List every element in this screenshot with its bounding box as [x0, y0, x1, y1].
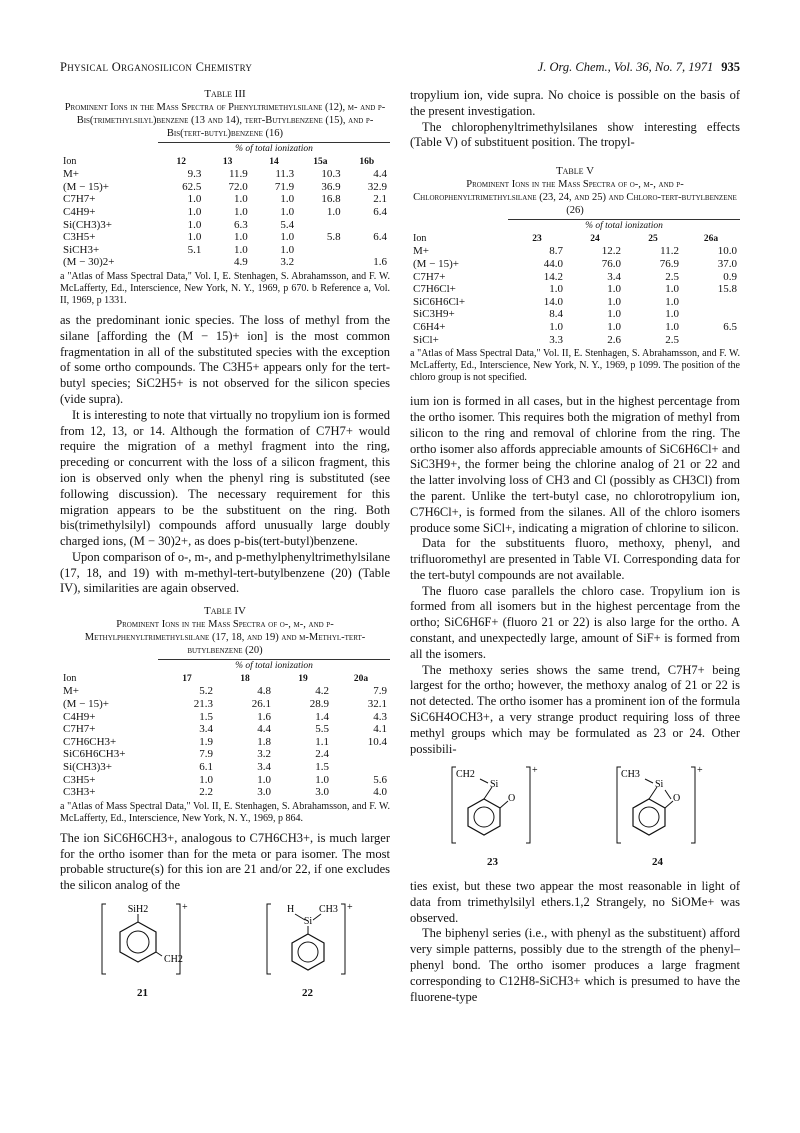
table-body [60, 685, 390, 798]
ion-cell: C7H7+ [63, 723, 96, 736]
value-cell: 1.0 [607, 295, 621, 308]
value-cell: 16.8 [321, 193, 341, 206]
table-title: Table III [204, 88, 246, 100]
value-cell: 1.6 [373, 256, 387, 269]
ion-cell: C7H6Cl+ [413, 283, 456, 296]
span-label: % of total ionization [158, 660, 390, 673]
charge-label: + [696, 765, 703, 777]
value-cell: 62.5 [182, 180, 202, 193]
table-footnote: a "Atlas of Mass Spectral Data," Vol. II, E. Stenhagen, S. Abrahamsson, and F. W. McLafferty, Ed., Interscience, New York, N. Y., 1969, p 1099. The position of the chloro group is not specified. [410, 348, 740, 384]
ion-header: Ion [413, 232, 427, 244]
paragraph: Data for the substituents fluoro, methoxy, phenyl, and trifluoromethyl are presented in Table VI. Corresponding data for the tert-butyl compounds are not available. [410, 536, 740, 582]
span-label: % of total ionization [158, 143, 390, 156]
paragraph: The methoxy series shows the same trend, C7H7+ being largest for the ortho; however, the methoxy analog of 21 or 22 is not detected. The ortho isomer has a prominent ion of the formula SiC6H4OCH3+, a very strange product requiring loss of three methyl groups which may be formulated as 23 or 24. Other possibili- [410, 662, 740, 756]
span-label: % of total ionization [508, 220, 740, 233]
table-row [410, 308, 740, 321]
table-row [60, 231, 390, 244]
charge-label: + [531, 765, 538, 777]
value-cell [158, 256, 204, 269]
ion-cell: (M − 15)+ [63, 698, 110, 711]
atom-label: O [672, 793, 680, 805]
table-row [60, 698, 390, 711]
table-row [60, 736, 390, 749]
value-cell: 2.1 [373, 193, 387, 206]
ion-cell: SiC6H6Cl+ [413, 295, 466, 308]
ion-cell: Si(CH3)3+ [63, 218, 112, 231]
value-cell: 11.3 [275, 168, 295, 181]
value-cell: 6.3 [234, 218, 248, 231]
table-caption: Prominent Ions in the Mass Spectra of o-, m-, and p-Methylphenyltrimethylsilane (17, 18, and 19) and m-Methyl-tert-butylbenzene (20) [84, 619, 366, 657]
atom-label: CH3 [318, 904, 338, 915]
value-cell: 6.4 [373, 205, 387, 218]
data-table [60, 142, 390, 269]
value-cell: 32.9 [367, 180, 387, 193]
value-cell: 1.1 [315, 735, 329, 748]
value-cell: 1.0 [199, 773, 213, 786]
value-cell: 1.6 [257, 710, 271, 723]
value-cell: 6.1 [199, 761, 213, 774]
value-cell: 3.4 [607, 270, 621, 283]
page-number: 935 [721, 60, 740, 74]
structure-number: 21 [137, 986, 148, 999]
table-row [60, 774, 390, 787]
column-header: 25 [648, 233, 658, 244]
structure-number: 22 [302, 986, 313, 999]
value-cell: 1.0 [187, 193, 202, 206]
value-cell: 1.0 [187, 218, 202, 231]
value-cell: 3.4 [257, 761, 271, 774]
value-cell: 3.0 [257, 786, 271, 799]
atom-label: Si [654, 779, 663, 791]
value-cell: 0.9 [723, 270, 737, 283]
structure-number: 24 [652, 856, 663, 869]
value-cell: 1.9 [199, 735, 213, 748]
paragraph: The fluoro case parallels the chloro case. Tropylium ion is formed from all isomers but in the highest percentage from the ortho; SiC6H6F+ (fluoro 21 or 22) is also large for the ortho. A constant, and unexpectedly large, amount of SiF+ is formed from all the isomers. [410, 583, 740, 661]
ion-cell: (M − 15)+ [63, 180, 110, 193]
value-cell: 3.3 [549, 333, 563, 346]
value-cell: 7.9 [199, 748, 213, 761]
value-cell: 3.2 [280, 256, 295, 269]
value-cell: 1.8 [257, 735, 271, 748]
value-cell [682, 296, 740, 309]
table-row [60, 193, 390, 206]
column-header: 17 [182, 673, 192, 684]
paragraph: It is interesting to note that virtually no tropylium ion is formed from 12, 13, or 14. Although the formation of C7H7+ would require the migration of a methyl fragment into the ring, preceding or concurrent with the loss of a silicon fragment, this ion is observed only when the phenyl ring is substituted (see following discussion). The necessary requirement for this migration appears to be the substituent on the ring. Both bis(trimethylsilyl) compounds afford unusually large doubly charged ions, (M − 30)2+, as does p-bis(tert-butyl)benzene. [60, 407, 390, 549]
value-cell: 15.8 [717, 283, 737, 296]
journal-ref: J. Org. Chem., Vol. 36, No. 7, 1971 [537, 60, 714, 74]
structure-23 [448, 763, 538, 871]
table-caption: Prominent Ions in the Mass Spectra of o-, m-, and p-Chlorophenyltrimethylsilane (23, 24, and 25) and Chloro-tert-butylbenzene (26) [413, 179, 737, 217]
value-cell: 1.0 [234, 243, 248, 256]
column-header-row [410, 233, 740, 246]
value-cell: 5.4 [280, 218, 295, 231]
structure-21-drawing [98, 900, 188, 978]
value-cell: 1.0 [234, 231, 248, 244]
ion-header: Ion [63, 672, 77, 684]
structures-21-22 [60, 900, 390, 1002]
left-column [60, 88, 390, 1108]
structure-22 [263, 900, 353, 1002]
table-row [410, 245, 740, 258]
value-cell: 11.2 [660, 245, 679, 258]
ion-cell: C7H7+ [413, 270, 446, 283]
column-header: 24 [590, 233, 600, 244]
ion-cell: C7H6CH3+ [63, 735, 117, 748]
column-header: 13 [222, 156, 233, 167]
value-cell: 1.0 [665, 308, 679, 321]
value-cell: 5.5 [315, 723, 329, 736]
structure-23-drawing [448, 763, 538, 847]
table-row [60, 219, 390, 232]
atom-label: CH3 [620, 769, 640, 781]
structure-21 [98, 900, 188, 1002]
value-cell: 2.2 [199, 786, 213, 799]
ion-header: Ion [63, 155, 77, 167]
value-cell [682, 334, 740, 347]
value-cell: 6.4 [373, 231, 387, 244]
value-cell: 14.0 [543, 295, 563, 308]
value-cell: 1.0 [607, 308, 621, 321]
paragraph: ties exist, but these two appear the most reasonable in light of data from trimethylsilyl ethers.1,2 Strangely, no SiOMe+ was observed. [410, 879, 740, 925]
value-cell: 5.2 [199, 685, 213, 698]
paragraph: The ion SiC6H6CH3+, analogous to C7H6CH3+, is much larger for the ortho isomer than for the meta or para isomer. The most probable structure(s) for this ion are 21 and/or 22, if one excludes the silicon analog of the [60, 830, 390, 893]
ion-cell: M+ [63, 685, 79, 698]
value-cell: 6.5 [723, 320, 737, 333]
column-header-row [60, 156, 390, 169]
structure-number: 23 [487, 856, 498, 869]
journal-citation [538, 60, 740, 75]
value-cell: 4.4 [373, 168, 387, 181]
value-cell: 7.9 [373, 685, 387, 698]
value-cell: 5.1 [187, 243, 202, 256]
table-row [60, 786, 390, 799]
value-cell: 10.0 [717, 245, 737, 258]
value-cell: 1.0 [607, 320, 621, 333]
value-cell: 5.8 [326, 231, 341, 244]
table-row [60, 181, 390, 194]
table-body [410, 245, 740, 346]
ion-cell: SiCl+ [413, 333, 439, 346]
paragraph: tropylium ion, vide supra. No choice is possible on the basis of the present investigation. [410, 88, 740, 118]
paragraph: ium ion is formed in all cases, but in the highest percentage from the ortho isomer. This requires both the migration of methyl from silicon to the ring and removal of chlorine from the ring. The ortho isomer also affords appreciable amounts of SiC6H6Cl+ and SiC3H9+, the former being the chlorine analog of 21 or 22 and the latter involving loss of CH3 and Cl (possibly as CH3Cl) from the parent. Unlike the tert-butyl case, no chlorotropylium ion, C7H6Cl+, is formed from the silanes. All of the chloro isomers produce some SiCl+, indicating a migration of chlorine to silicon. [410, 394, 740, 535]
ion-cell: C6H4+ [413, 320, 446, 333]
value-cell: 76.0 [601, 257, 621, 270]
ion-cell: (M − 30)2+ [63, 256, 115, 269]
table-body [60, 168, 390, 269]
paragraph: as the predominant ionic species. The loss of methyl from the silane [affording the (M − 15)+ ion] is the most common fragmentation in all of the substituted species with the exception of some ortho compounds. The C3H5+ appears only for the tert-butyl species; SiC2H5+ is not observed for the silicon species (vide supra). [60, 312, 390, 406]
value-cell: 3.2 [257, 748, 271, 761]
table-row [60, 711, 390, 724]
value-cell: 8.4 [549, 308, 563, 321]
value-cell: 4.1 [373, 723, 387, 736]
value-cell: 14.2 [543, 270, 563, 283]
value-cell: 4.9 [234, 256, 248, 269]
structures-23-24 [410, 763, 740, 871]
charge-label: + [181, 902, 188, 913]
value-cell: 1.0 [187, 205, 202, 218]
table-footnote: a "Atlas of Mass Spectral Data," Vol. I, E. Stenhagen, S. Abrahamsson, and F. W. McLafferty, Ed., Interscience, New York, N. Y., 1969, p 670. b Reference a, Vol. II, 1969, p 1331. [60, 270, 390, 306]
value-cell [297, 244, 343, 257]
value-cell: 2.5 [665, 270, 679, 283]
ion-cell: C3H5+ [63, 231, 96, 244]
table-iii [60, 88, 390, 307]
atom-label: CH2 [455, 769, 475, 781]
atom-label: SiH2 [127, 904, 148, 915]
value-cell: 26.1 [251, 698, 271, 711]
ion-cell: SiCH3+ [63, 243, 100, 256]
value-cell: 1.4 [315, 710, 329, 723]
value-cell: 36.9 [321, 180, 341, 193]
ion-cell: C4H9+ [63, 205, 96, 218]
table-row [60, 748, 390, 761]
table-row [410, 258, 740, 271]
value-cell [297, 256, 343, 269]
value-cell: 1.0 [665, 283, 679, 296]
atom-label: CH2 [163, 954, 183, 965]
value-cell: 1.5 [199, 710, 213, 723]
value-cell: 1.0 [280, 193, 295, 206]
value-cell [682, 308, 740, 321]
table-caption: Prominent Ions in the Mass Spectra of Phenyltrimethylsilane (12), m- and p-Bis(trimethylsilyl)benzene (13 and 14), tert-Butylbenzene (15), and p-Bis(tert-butyl)benzene (16) [64, 102, 386, 139]
value-cell: 9.3 [187, 168, 202, 181]
atom-label: O [507, 793, 515, 805]
value-cell: 1.0 [234, 205, 248, 218]
table-row [60, 256, 390, 269]
ion-cell: SiC3H9+ [413, 308, 455, 321]
table-row [60, 685, 390, 698]
value-cell [332, 761, 390, 774]
column-header: 19 [298, 673, 308, 684]
ion-cell: C3H5+ [63, 773, 96, 786]
column-header: 12 [176, 156, 186, 167]
ion-cell: M+ [63, 168, 79, 181]
ion-cell: M+ [413, 245, 429, 258]
value-cell: 1.0 [326, 205, 341, 218]
column-header: 18 [240, 673, 250, 684]
structure-24 [613, 763, 703, 871]
value-cell: 2.5 [665, 333, 679, 346]
ion-cell: C3H3+ [63, 786, 96, 799]
data-table [60, 659, 390, 799]
value-cell: 1.0 [607, 283, 621, 296]
ion-cell: C7H7+ [63, 193, 96, 206]
value-cell: 4.2 [315, 685, 329, 698]
value-cell [344, 244, 390, 257]
running-header [60, 60, 740, 80]
table-row [410, 321, 740, 334]
value-cell: 76.9 [659, 257, 679, 270]
table-v [410, 165, 740, 384]
value-cell: 72.0 [228, 180, 248, 193]
value-cell: 28.9 [309, 698, 329, 711]
value-cell: 8.7 [549, 245, 563, 258]
table-row [60, 723, 390, 736]
paragraph: Upon comparison of o-, m-, and p-methylphenyltrimethylsilane (17, 18, and 19) with m-methyl-tert-butylbenzene (20) (Table IV), similarities are again observed. [60, 549, 390, 596]
atom-label: Si [489, 779, 498, 791]
ion-cell: (M − 15)+ [413, 257, 460, 270]
table-row [60, 168, 390, 181]
charge-label: + [346, 902, 353, 913]
atom-label: H [286, 904, 294, 915]
column-header: 26a [703, 233, 719, 244]
value-cell [344, 219, 390, 232]
value-cell: 10.3 [321, 168, 341, 181]
value-cell: 37.0 [717, 257, 737, 270]
column-header-row [60, 673, 390, 686]
value-cell: 4.4 [257, 723, 271, 736]
value-cell: 1.5 [315, 761, 329, 774]
value-cell: 44.0 [543, 257, 563, 270]
running-title: Physical Organosilicon Chemistry [60, 60, 253, 74]
value-cell [332, 748, 390, 761]
value-cell: 1.0 [549, 320, 563, 333]
table-title: Table IV [204, 605, 246, 618]
value-cell: 1.0 [234, 193, 248, 206]
value-cell: 5.6 [373, 773, 387, 786]
table-row [60, 244, 390, 257]
table-row [410, 271, 740, 284]
value-cell: 12.2 [601, 245, 621, 258]
table-row [410, 283, 740, 296]
value-cell: 1.0 [280, 243, 295, 256]
data-table [410, 219, 740, 346]
value-cell: 3.0 [315, 786, 329, 799]
value-cell: 3.4 [199, 723, 213, 736]
structure-22-drawing [263, 900, 353, 978]
value-cell: 1.0 [280, 205, 295, 218]
value-cell: 1.0 [549, 283, 563, 296]
value-cell: 4.0 [373, 786, 387, 799]
table-iv [60, 605, 390, 825]
value-cell: 1.0 [665, 320, 679, 333]
table-title: Table V [555, 165, 595, 178]
table-row [410, 334, 740, 347]
column-header: 15a [313, 156, 328, 167]
ion-cell: SiC6H6CH3+ [63, 748, 126, 761]
table-row [60, 761, 390, 774]
value-cell: 11.9 [228, 168, 248, 181]
ion-cell: Si(CH3)3+ [63, 761, 112, 774]
value-cell: 21.3 [193, 698, 213, 711]
value-cell: 2.6 [607, 333, 621, 346]
value-cell: 4.8 [257, 685, 271, 698]
value-cell: 71.9 [274, 180, 295, 193]
paragraph: The chlorophenyltrimethylsilanes show interesting effects (Table V) of substituent position. The tropyl- [410, 119, 740, 150]
value-cell: 1.0 [315, 773, 329, 786]
column-header: 14 [269, 156, 279, 167]
value-cell: 1.0 [280, 231, 295, 244]
value-cell: 1.0 [187, 231, 202, 244]
right-column [410, 88, 740, 1108]
column-header: 23 [532, 233, 542, 244]
value-cell: 10.4 [367, 735, 387, 748]
value-cell: 2.4 [315, 748, 329, 761]
table-row [410, 296, 740, 309]
value-cell: 1.0 [665, 295, 679, 308]
atom-label: Si [303, 916, 312, 927]
value-cell: 32.1 [367, 698, 387, 711]
value-cell: 4.3 [373, 710, 387, 723]
column-header: 16b [359, 156, 375, 167]
table-row [60, 206, 390, 219]
structure-24-drawing [613, 763, 703, 847]
value-cell [297, 219, 343, 232]
column-header: 20a [353, 673, 369, 684]
value-cell: 1.0 [257, 773, 271, 786]
paragraph: The biphenyl series (i.e., with phenyl as the substituent) afford very simple patterns, possibly due to the strength of the phenyl–phenyl bond. The ortho isomer produces a large fragment corresponding to C12H8-SiCH3+ which is presumed to have the fluorene-type [410, 926, 740, 1004]
ion-cell: C4H9+ [63, 710, 96, 723]
table-footnote: a "Atlas of Mass Spectral Data," Vol. II, E. Stenhagen, S. Abrahamsson, and F. W. McLafferty, Ed., Interscience, New York, N. Y., 1969, p 864. [60, 800, 390, 824]
